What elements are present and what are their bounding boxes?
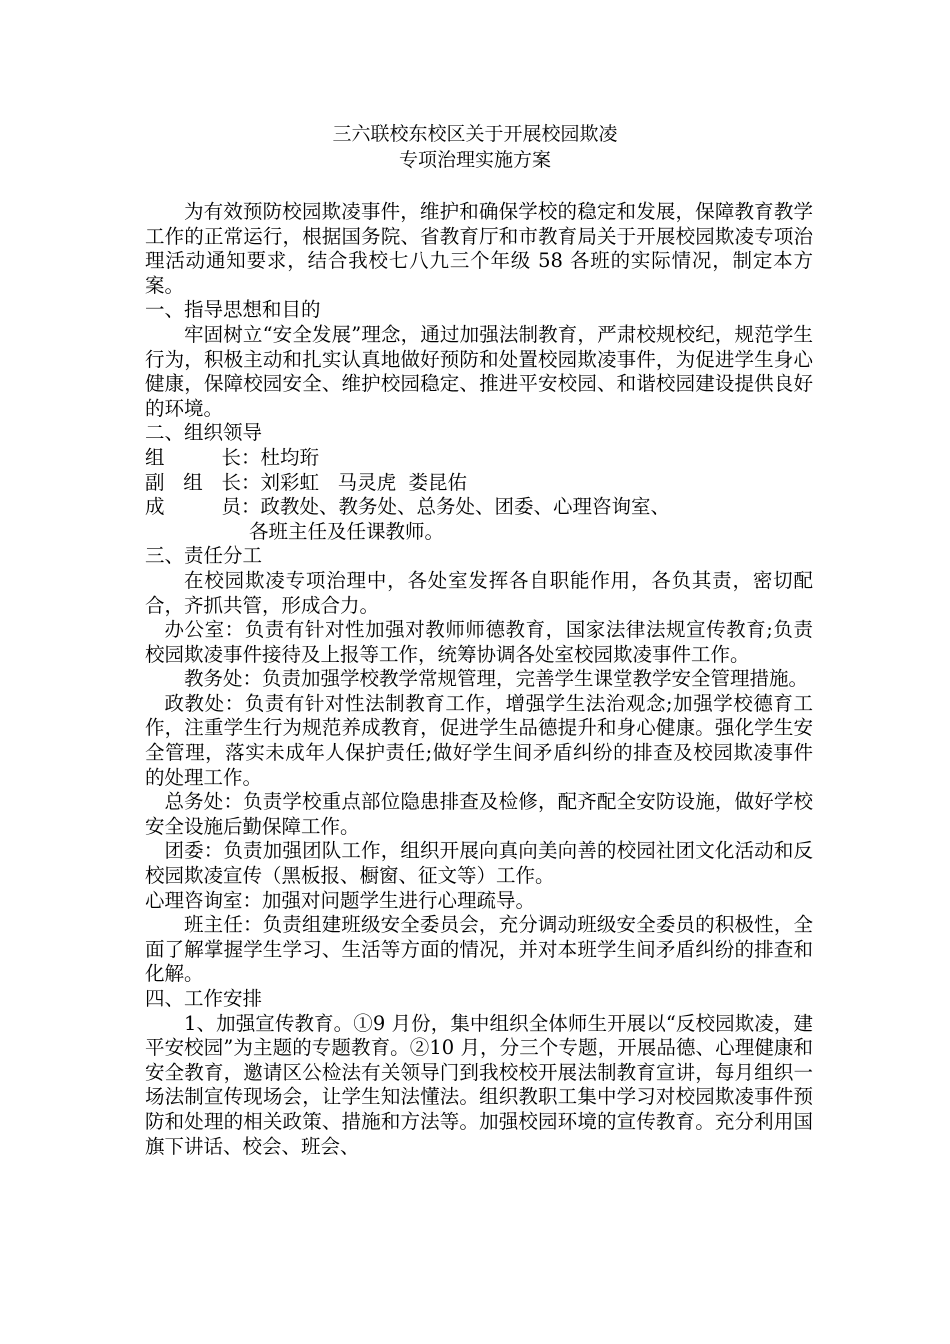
duty-league: 团委：负责加强团队工作，组织开展向真向美向善的校园社团文化活动和反校园欺凌宣传（黑板报、橱窗、征文等）工作。 [145, 839, 813, 888]
section2-heading: 二、组织领导 [145, 421, 263, 445]
deputy-value: 刘彩虹 马灵虎 娄昆佑 [260, 470, 468, 494]
section3-intro: 在校园欺凌专项治理中，各处室发挥各自职能作用，各负其责，密切配合，齐抓共管，形成合力。 [145, 568, 813, 617]
leader-colon: ： [241, 445, 261, 469]
intro-paragraph: 为有效预防校园欺凌事件，维护和确保学校的稳定和发展，保障教育教学工作的正常运行，根据国务院、省教育厅和市教育局关于开展校园欺凌专项治理活动通知要求，结合我校七八九三个年级 58 各班的实际情况，制定本方案。 [145, 200, 813, 297]
duty-academic: 教务处：负责加强学校教学常规管理，完善学生课堂教学安全管理措施。 [184, 667, 809, 691]
members-label: 成员 [145, 495, 241, 519]
members-colon: ： [241, 495, 261, 519]
members-row [145, 495, 813, 520]
document-body [145, 200, 813, 1159]
section3-heading: 三、责任分工 [145, 544, 263, 568]
members-value: 政教处、教务处、总务处、团委、心理咨询室、 [260, 495, 671, 519]
section1-body: 牢固树立“安全发展”理念，通过加强法制教育，严肃校规校纪，规范学生行为，积极主动和扎实认真地做好预防和处置校园欺凌事件，为促进学生身心健康，保障校园安全、维护校园稳定、推进平安校园、和谐校园建设提供良好的环境。 [145, 322, 813, 420]
section1-heading: 一、指导思想和目的 [145, 298, 321, 322]
members-value-continued: 各班主任及任课教师。 [249, 519, 445, 543]
deputy-label: 副组长 [145, 470, 241, 494]
section4-item1: 1、加强宣传教育。①9 月份，集中组织全体师生开展以“反校园欺凌，建平安校园”为主题的专题教育。②10 月，分三个专题，开展品德、心理健康和安全教育，邀请区公检法有关领导门到我校校开展法制教育宣讲，每月组织一场法制宣传现场会，让学生知法懂法。组织教职工集中学习对校园欺凌事件预防和处理的相关政策、措施和方法等。加强校园环境的宣传教育。充分利用国旗下讲话、校会、班会、 [145, 1011, 813, 1158]
leader-label: 组长 [145, 445, 241, 469]
document-title-line2: 专项治理实施方案 [398, 149, 551, 171]
duty-counseling: 心理咨询室：加强对问题学生进行心理疏导。 [145, 888, 536, 912]
duty-political: 政教处：负责有针对性法制教育工作，增强学生法治观念;加强学校德育工作，注重学生行为规范养成教育，促进学生品德提升和身心健康。强化学生安全管理，落实未成年人保护责任;做好学生间矛盾纠纷的排查及校园欺凌事件的处理工作。 [145, 691, 813, 789]
duty-office: 办公室：负责有针对性加强对教师师德教育，国家法律法规宣传教育;负责校园欺凌事件接待及上报等工作，统筹协调各处室校园欺凌事件工作。 [145, 618, 813, 666]
leader-value: 杜均珩 [260, 445, 320, 469]
deputy-colon: ： [241, 470, 261, 494]
deputy-row [145, 471, 813, 496]
leader-row [145, 446, 813, 471]
duty-teachers: 班主任：负责组建班级安全委员会，充分调动班级安全委员的积极性，全面了解掌握学生学习、生活等方面的情况，并对本班学生间矛盾纠纷的排查和化解。 [145, 913, 813, 986]
section4-heading: 四、工作安排 [145, 987, 263, 1010]
duty-general: 总务处：负责学校重点部位隐患排查及检修，配齐配全安防设施，做好学校安全设施后勤保障工作。 [145, 790, 813, 838]
document-title-line1: 三六联校东校区关于开展校园欺凌 [332, 123, 618, 145]
